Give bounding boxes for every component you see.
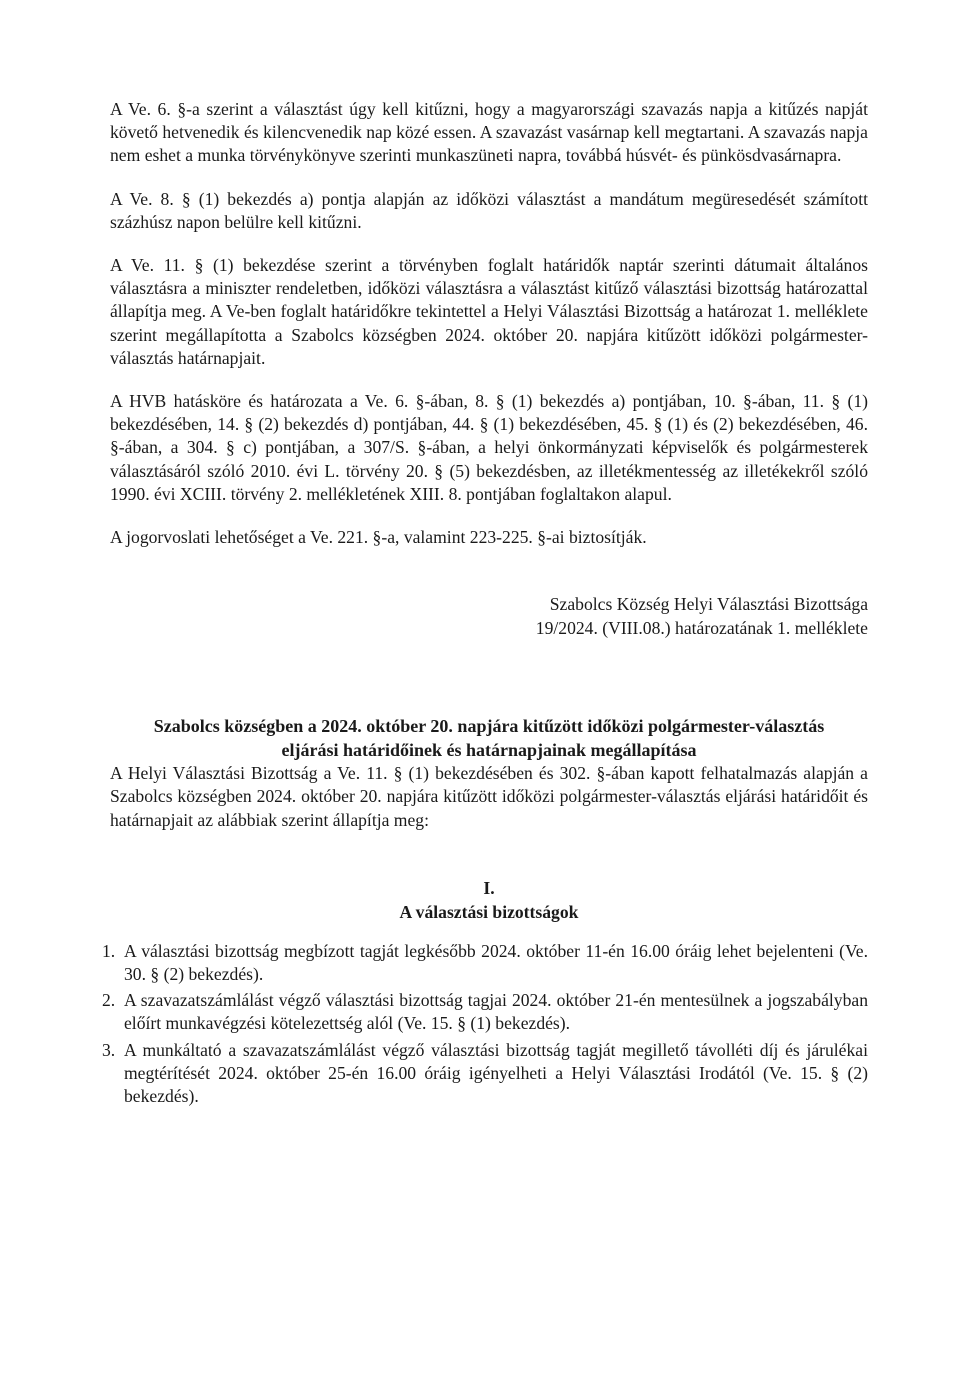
paragraph-ve-6: A Ve. 6. §-a szerint a választást úgy kell kitűzni, hogy a magyarországi szavazás napja a kitűzés napját követő hetvenedik és kilencvenedik nap közé essen. A szavazást vasárnap kell megtartani. A szavazás napja nem eshet a munka törvénykönyve szerinti munkaszüneti napra, továbbá húsvét- és pünkösdvasárnapra. (110, 99, 868, 166)
document-title (110, 714, 868, 762)
list-item-text: A választási bizottság megbízott tagját legkésőbb 2024. október 11-én 16.00 óráig lehet bejelenteni (Ve. 30. § (2) bekezdés). (124, 940, 868, 984)
document-title-line-2: eljárási határidőinek és határnapjainak megállapítása (281, 740, 697, 761)
list-item-number: 3. (102, 1040, 116, 1061)
intro-paragraph: A Helyi Választási Bizottság a Ve. 11. § (1) bekezdésében és 302. §-ában kapott felhatalmazás alapján a Szabolcs községben 2024. október 20. napjára kitűzött időközi polgármester-választás eljárási határidőit és határnapjait az alábbiak szerint állapítja meg: (110, 763, 868, 830)
list-item-text: A munkáltató a szavazatszámlálást végző választási bizottság tagját megillető távolléti díj és járulékai megtérítését 2024. október 25-én 16.00 óráig igényelheti a Helyi Választási Irodától (Ve. 15. § (2) bekezdés). (124, 1040, 868, 1106)
list-item-number: 1. (102, 940, 116, 961)
list-item (102, 989, 868, 1035)
list-item-text: A szavazatszámlálást végző választási bizottság tagjai 2024. október 21-én mentesülnek a jogszabályban előírt munkavégzési kötelezettség alól (Ve. 15. § (1) bekezdés). (124, 990, 868, 1034)
list-item-number: 2. (102, 990, 116, 1011)
section-heading (110, 876, 868, 924)
list-item (102, 1039, 868, 1107)
paragraph-ve-11: A Ve. 11. § (1) bekezdése szerint a törvényben foglalt határidők naptár szerinti dátumait általános választásra a miniszter rendeletben, időközi választásra a választást kitűző választási bizottság határozattal állapítja meg. A Ve-ben foglalt határidőkre tekintettel a Helyi Választási Bizottság a határozat 1. melléklete szerint megállapította a Szabolcs községben 2024. október 20. napjára kitűzött időközi polgármester-választás határnapjait. (110, 255, 868, 368)
section-numeral: I. (483, 877, 495, 898)
paragraph-legal-remedy: A jogorvoslati lehetőséget a Ve. 221. §-a, valamint 223-225. §-ai biztosítják. (110, 527, 647, 548)
section-item-list (102, 940, 868, 1108)
list-item (102, 940, 868, 986)
section-title: A választási bizottságok (399, 901, 579, 922)
document-title-line-1: Szabolcs községben a 2024. október 20. napjára kitűzött időközi polgármester-választás (153, 716, 825, 737)
document-page (102, 98, 868, 1111)
paragraph-hvb-authority: A HVB hatásköre és határozata a Ve. 6. §-ában, 8. § (1) bekezdés a) pontjában, 10. §-ában, 11. § (1) bekezdésében, 14. § (2) bekezdés d) pontjában, 44. § (1) bekezdésében, 45. § (1) és (2) bekezdésében, 46. §-ában, a 304. § c) pontjában, a 307/S. §-ában, a helyi önkormányzati képviselők és polgármesterek választásáról szóló 2010. évi L. törvény 20. § (5) bekezdésben, az illetékmentesség az illetékekről szóló 1990. évi XCIII. törvény 2. mellékletének XIII. 8. pontjában foglaltakon alapul. (110, 391, 868, 504)
annex-reference-line-1: Szabolcs Község Helyi Választási Bizottsága (549, 594, 868, 615)
annex-reference (110, 593, 868, 640)
paragraph-ve-8: A Ve. 8. § (1) bekezdés a) pontja alapján az időközi választást a mandátum megüresedését számított százhúsz napon belülre kell kitűzni. (110, 188, 868, 232)
annex-reference-line-2: 19/2024. (VIII.08.) határozatának 1. melléklete (535, 617, 868, 638)
